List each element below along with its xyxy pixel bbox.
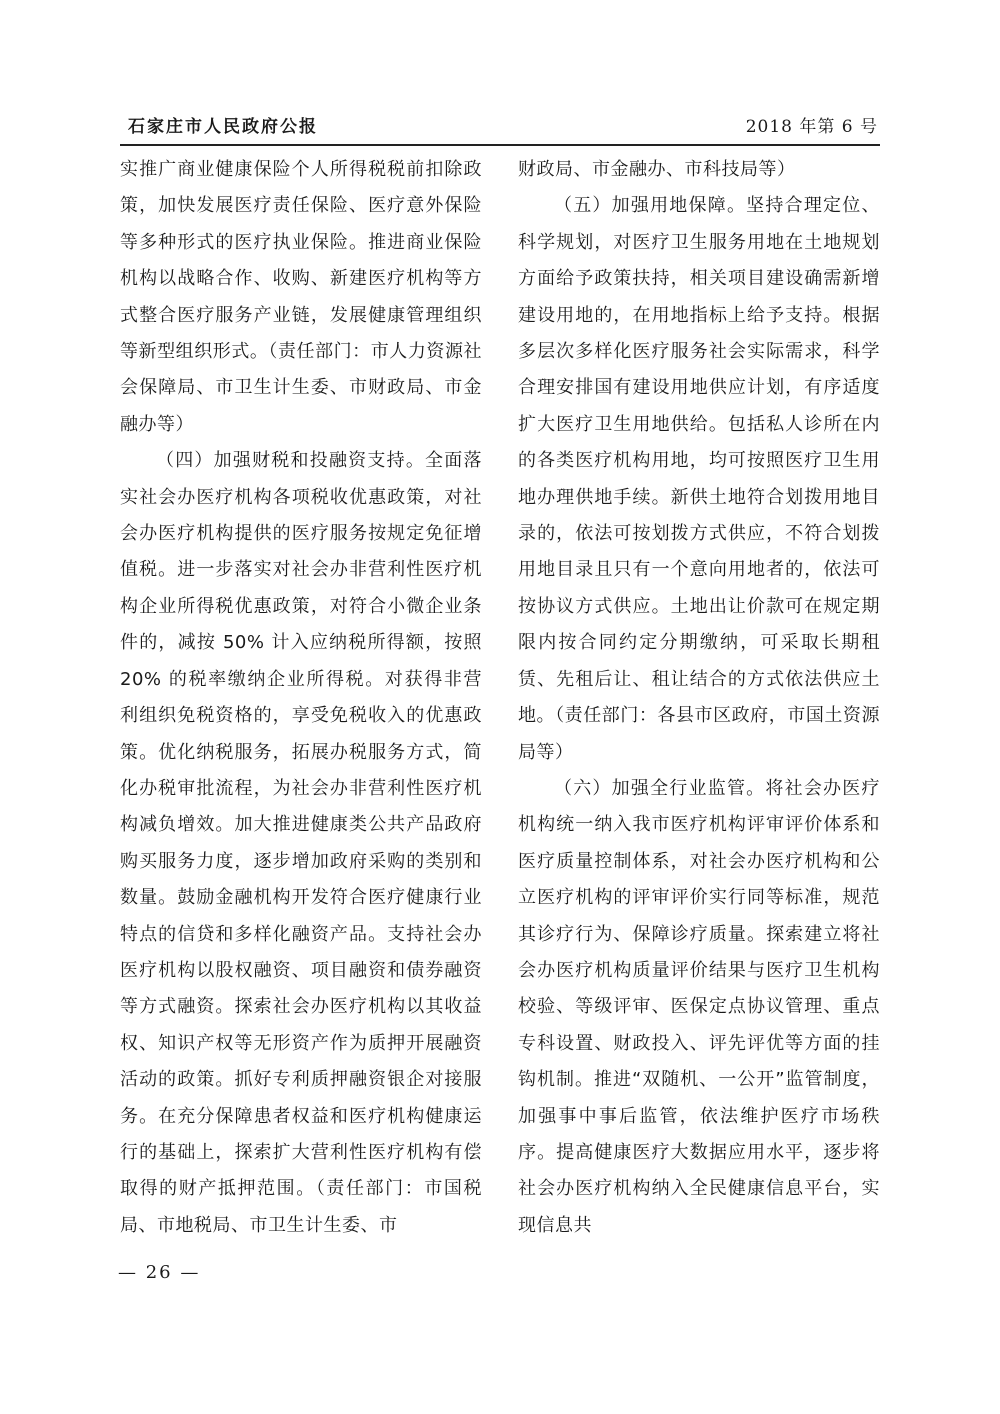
paragraph-continued: 实推广商业健康保险个人所得税税前扣除政策，加快发展医疗责任保险、医疗意外保险等多种形式的医疗执业保险。推进商业保险机构以战略合作、收购、新建医疗机构等方式整合医疗服务产业链，发展健康管理组织等新型组织形式。（责任部门：市人力资源社会保障局、市卫生计生委、市财政局、市金融办等） (120, 159, 482, 435)
publication-title: 石家庄市人民政府公报 (128, 117, 318, 137)
paragraph-section-4: （四）加强财税和投融资支持。全面落实社会办医疗机构各项税收优惠政策，对社会办医疗机构提供的医疗服务按规定免征增值税。进一步落实对社会办非营利性医疗机构企业所得税优惠政策，对符合小微企业条件的，减按 50% 计入应纳税所得额，按照 20% 的税率缴纳企业所得税。对获得非营利组织免税资格的，享受免税收入的优惠政策。优化纳税服务，拓展办税服务方式，简化办税审批流程，为社会办非营利性医疗机构减负增效。加大推进健康类公共产品政府购买服务力度，逐步增加政府采购的类别和数量。鼓励金融机构开发符合医疗健康行业特点的信贷和多样化融资产品。支持社会办医疗机构以股权融资、项目融资和债券融资等方式融资。探索社会办医疗机构以其收益权、知识产权等无形资产作为质押开展融资活动的政策。抓好专利质押融资银企对接服务。在充分保障患者权益和医疗机构健康运行的基础上，探索扩大营利性医疗机构有偿取得的财产抵押范围。（责任部门：市国税局、市地税局、市卫生计生委、市 (120, 450, 482, 1236)
issue-number: 2018 年第 6 号 (745, 117, 878, 137)
paragraph-section-6: （六）加强全行业监管。将社会办医疗机构统一纳入我市医疗机构评审评价体系和医疗质量控制体系，对社会办医疗机构和公立医疗机构的评审评价实行同等标准，规范其诊疗行为、保障诊疗质量。探索建立将社会办医疗机构质量评价结果与医疗卫生机构校验、等级评审、医保定点协议管理、重点专科设置、财政投入、评先评优等方面的挂钩机制。推进“双随机、一公开”监管制度，加强事中事后监管，依法维护医疗市场秩序。提高健康医疗大数据应用水平，逐步将社会办医疗机构纳入全民健康信息平台，实现信息共 (518, 777, 880, 1236)
right-column (518, 152, 880, 1244)
left-column (120, 152, 482, 1244)
page-header (120, 112, 880, 138)
header-rule (120, 144, 880, 146)
paragraph-continued-right: 财政局、市金融办、市科技局等） (518, 159, 796, 180)
paragraph-section-5: （五）加强用地保障。坚持合理定位、科学规划，对医疗卫生服务用地在土地规划方面给予政策扶持，相关项目建设确需新增建设用地的，在用地指标上给予支持。根据多层次多样化医疗服务社会实际需求，科学合理安排国有建设用地供应计划，有序适度扩大医疗卫生用地供给。包括私人诊所在内的各类医疗机构用地，均可按照医疗卫生用地办理供地手续。新供土地符合划拨用地目录的，依法可按划拨方式供应，不符合划拨用地目录且只有一个意向用地者的，依法可按协议方式供应。土地出让价款可在规定期限内按合同约定分期缴纳，可采取长期租赁、先租后让、租让结合的方式依法供应土地。（责任部门：各县市区政府，市国土资源局等） (518, 195, 880, 763)
page-number: — 26 — (118, 1262, 201, 1283)
